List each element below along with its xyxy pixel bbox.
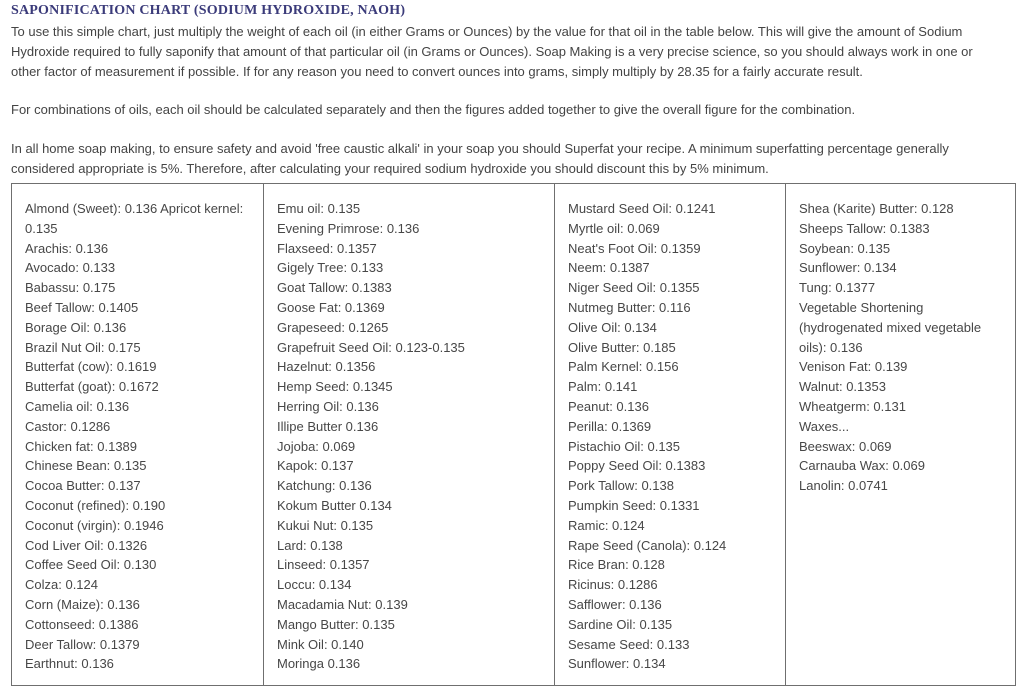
table-column-4: [785, 184, 1015, 685]
oil-entry: Perilla: 0.1369: [568, 418, 652, 434]
oil-entry: Sardine Oil: 0.135: [568, 616, 673, 632]
oil-entry: Tung: 0.1377: [799, 280, 876, 296]
oil-entry: Coconut (refined): 0.190: [25, 497, 166, 513]
oil-entry: Moringa 0.136: [277, 656, 361, 672]
oil-entry: Hemp Seed: 0.1345: [277, 379, 393, 395]
oil-entry: Sesame Seed: 0.133: [568, 636, 690, 652]
oil-entry: Illipe Butter 0.136: [277, 418, 379, 434]
oil-entry: Borage Oil: 0.136: [25, 319, 127, 335]
oil-entry: Vegetable Shortening (hydrogenated mixed vegetable oils): 0.136: [799, 299, 982, 355]
oil-entry: Sunflower: 0.134: [568, 656, 666, 672]
oil-entry: Mustard Seed Oil: 0.1241: [568, 201, 716, 216]
intro-paragraph: To use this simple chart, just multiply the weight of each oil (in either Grams or Ounces) by the value for that oil in the table below. This will give the amount of Sodium Hydroxide required to fully saponify that amount of that particular oil (in Grams or Ounces). Soap Making is a very precise science, so you should always work in one or other factor of measurement if possible. If for any reason you need to convert ounces into grams, simply multiply by 28.35 for a fairly accurate result.: [11, 24, 973, 79]
oil-entry: Babassu: 0.175: [25, 280, 116, 296]
oil-entry: Rice Bran: 0.128: [568, 557, 665, 573]
oil-entry: Corn (Maize): 0.136: [25, 596, 140, 612]
oil-entry: Katchung: 0.136: [277, 478, 372, 494]
oil-entry: Palm Kernel: 0.156: [568, 359, 679, 375]
oil-entry: Mink Oil: 0.140: [277, 636, 364, 652]
oil-entry: Flaxseed: 0.1357: [277, 240, 377, 256]
oil-entry: Pumpkin Seed: 0.1331: [568, 497, 700, 513]
oil-entry: Beeswax: 0.069: [799, 438, 892, 454]
page-title: SAPONIFICATION CHART (SODIUM HYDROXIDE, NAOH): [11, 3, 406, 18]
oil-entry: Nutmeg Butter: 0.116: [568, 299, 691, 315]
oil-entry: Peanut: 0.136: [568, 398, 649, 414]
oil-entry: Walnut: 0.1353: [799, 379, 886, 395]
oil-entry: Olive Oil: 0.134: [568, 319, 657, 335]
oil-entry: Chinese Bean: 0.135: [25, 458, 147, 474]
oil-entry: Beef Tallow: 0.1405: [25, 299, 139, 315]
oil-entry: Shea (Karite) Butter: 0.128: [799, 201, 954, 216]
oil-entry: Linseed: 0.1357: [277, 557, 370, 573]
oil-entry: Neat's Foot Oil: 0.1359: [568, 240, 701, 256]
oil-entry: Macadamia Nut: 0.139: [277, 596, 408, 612]
oil-entry: Avocado: 0.133: [25, 260, 116, 276]
oil-entry: Wheatgerm: 0.131: [799, 398, 906, 414]
oil-entry: Herring Oil: 0.136: [277, 398, 379, 414]
oil-entry: Neem: 0.1387: [568, 260, 650, 276]
oil-entry: Ramic: 0.124: [568, 517, 645, 533]
oil-entry: Olive Butter: 0.185: [568, 339, 676, 355]
oil-entry: Loccu: 0.134: [277, 577, 352, 593]
oil-entry: Palm: 0.141: [568, 379, 638, 395]
oil-entry: Kukui Nut: 0.135: [277, 517, 374, 533]
oil-entry: Safflower: 0.136: [568, 596, 662, 612]
superfat-paragraph: In all home soap making, to ensure safety and avoid 'free caustic alkali' in your soap you should Superfat your recipe. A minimum superfatting percentage generally considered appropriate is 5%. Therefore, after calculating your required sodium hydroxide you should discount this by 5% minimum.: [11, 141, 949, 176]
oil-entry: Carnauba Wax: 0.069: [799, 458, 925, 474]
oil-entry: Evening Primrose: 0.136: [277, 220, 420, 236]
oil-entry: Lanolin: 0.0741: [799, 478, 888, 494]
oil-entry: Waxes...: [799, 418, 850, 434]
oil-entry: Coconut (virgin): 0.1946: [25, 517, 164, 533]
oil-entry: Sheeps Tallow: 0.1383: [799, 220, 930, 236]
oil-entry: Poppy Seed Oil: 0.1383: [568, 458, 706, 474]
oil-entry: Camelia oil: 0.136: [25, 398, 130, 414]
oil-entry: Pork Tallow: 0.138: [568, 478, 674, 494]
saponification-table: [11, 183, 1016, 686]
oil-entry: Sunflower: 0.134: [799, 260, 897, 276]
combinations-paragraph: For combinations of oils, each oil should be calculated separately and then the figures added together to give the overall figure for the combination.: [11, 102, 856, 117]
oil-entry: Rape Seed (Canola): 0.124: [568, 537, 727, 553]
oil-entry: Cod Liver Oil: 0.1326: [25, 537, 148, 553]
oil-entry: Lard: 0.138: [277, 537, 343, 553]
oil-entry: Butterfat (goat): 0.1672: [25, 379, 159, 395]
oil-entry: Venison Fat: 0.139: [799, 359, 908, 375]
oil-entry: Soybean: 0.135: [799, 240, 891, 256]
oil-entry: Grapefruit Seed Oil: 0.123-0.135: [277, 339, 465, 355]
oil-entry: Kokum Butter 0.134: [277, 497, 392, 513]
oil-entry: Ricinus: 0.1286: [568, 577, 658, 593]
oil-entry: Niger Seed Oil: 0.1355: [568, 280, 700, 296]
oil-entry: Hazelnut: 0.1356: [277, 359, 376, 375]
oil-entry: Coffee Seed Oil: 0.130: [25, 557, 157, 573]
oil-entry: Butterfat (cow): 0.1619: [25, 359, 157, 375]
table-column-2: [263, 184, 554, 685]
oil-entry: Mango Butter: 0.135: [277, 616, 395, 632]
oil-entry: Gigely Tree: 0.133: [277, 260, 384, 276]
oil-entry: Goat Tallow: 0.1383: [277, 280, 392, 296]
table-column-1: [12, 184, 263, 685]
oil-entry: Jojoba: 0.069: [277, 438, 356, 454]
oil-entry: Brazil Nut Oil: 0.175: [25, 339, 141, 355]
oil-entry: Almond (Sweet): 0.136 Apricot kernel: 0.135: [25, 201, 244, 236]
oil-entry: Goose Fat: 0.1369: [277, 299, 385, 315]
oil-entry: Earthnut: 0.136: [25, 656, 114, 672]
oil-entry: Grapeseed: 0.1265: [277, 319, 389, 335]
oil-entry: Emu oil: 0.135: [277, 201, 361, 216]
oil-entry: Myrtle oil: 0.069: [568, 220, 660, 236]
oil-entry: Cottonseed: 0.1386: [25, 616, 139, 632]
oil-entry: Chicken fat: 0.1389: [25, 438, 138, 454]
oil-entry: Kapok: 0.137: [277, 458, 354, 474]
oil-entry: Arachis: 0.136: [25, 240, 109, 256]
oil-entry: Deer Tallow: 0.1379: [25, 636, 140, 652]
oil-entry: Cocoa Butter: 0.137: [25, 478, 141, 494]
oil-entry: Colza: 0.124: [25, 577, 98, 593]
oil-entry: Pistachio Oil: 0.135: [568, 438, 681, 454]
table-column-3: [554, 184, 785, 685]
oil-entry: Castor: 0.1286: [25, 418, 111, 434]
